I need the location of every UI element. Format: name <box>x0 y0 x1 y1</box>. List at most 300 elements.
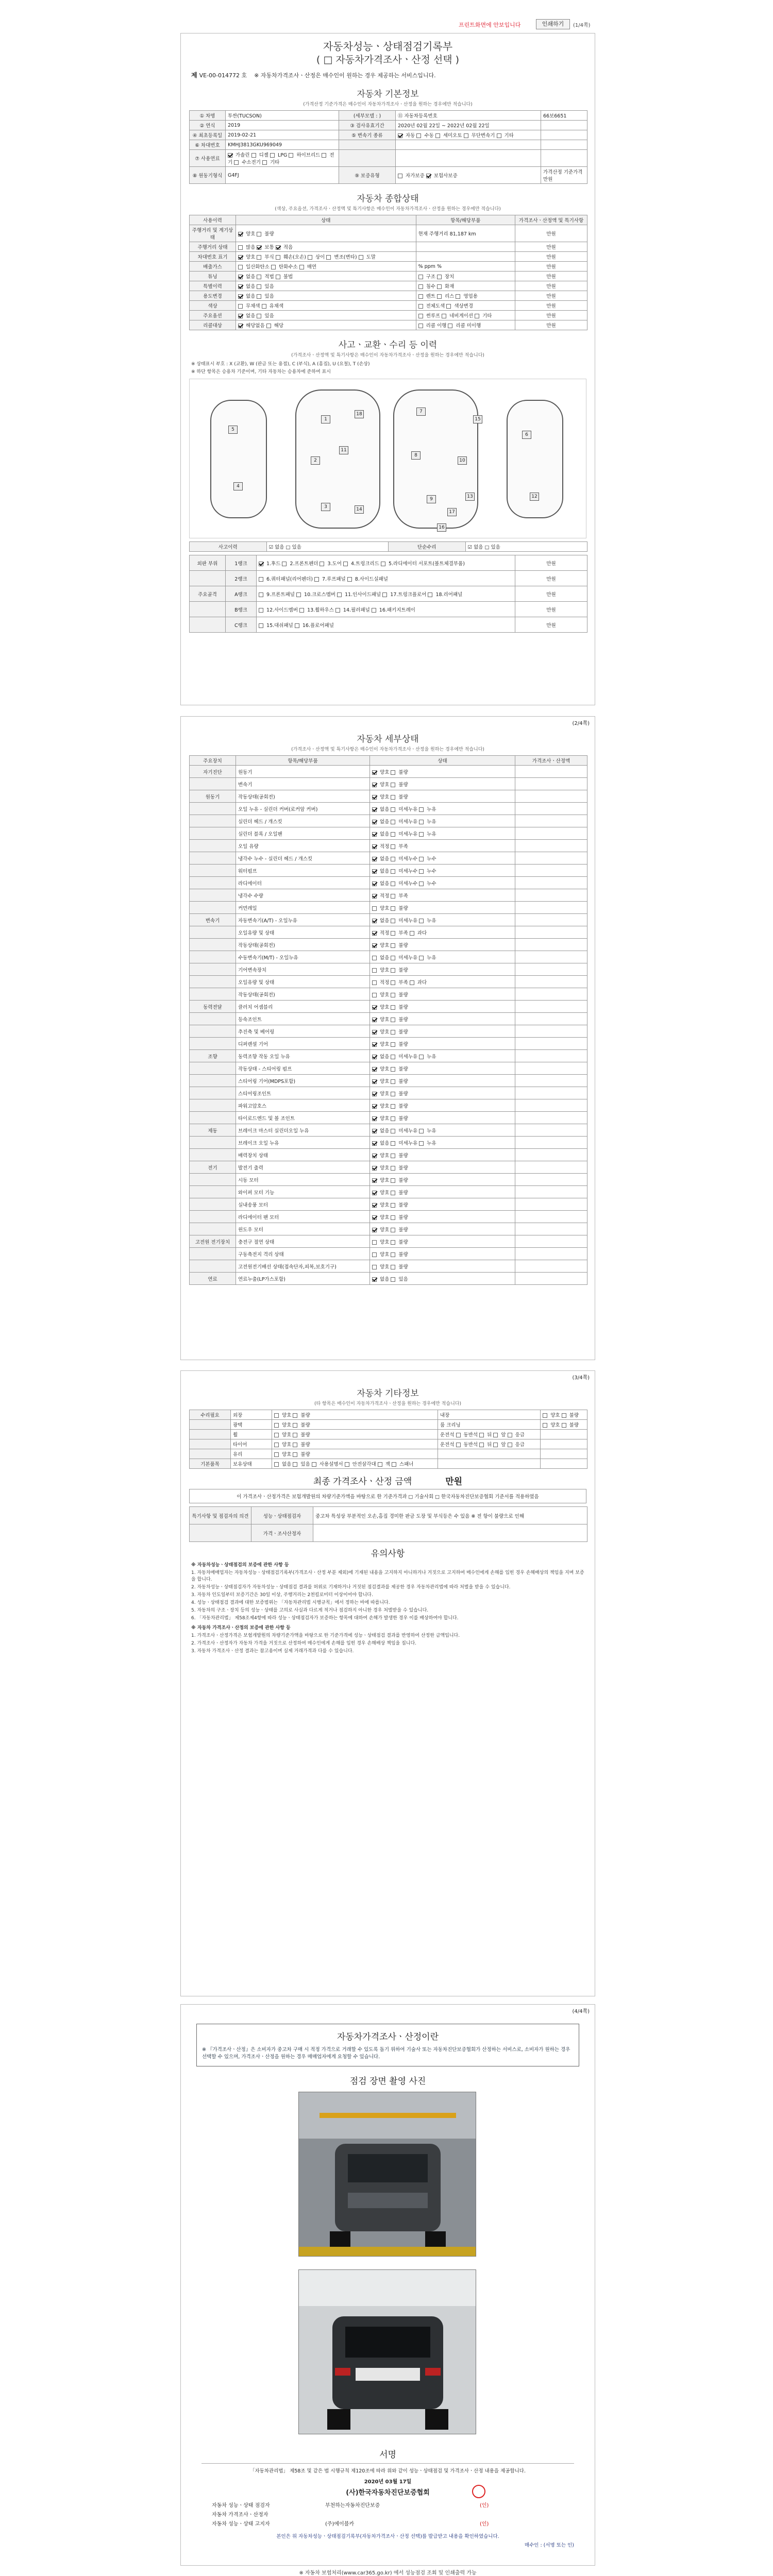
checked-box <box>372 1116 377 1121</box>
checked-box <box>238 314 243 318</box>
table-cell: 양호 불량 <box>370 1235 515 1248</box>
checkbox <box>410 980 414 985</box>
table-cell <box>190 951 236 963</box>
checkbox <box>442 314 446 318</box>
final-price-title: 최종 가격조사ㆍ산정 금액 만원 <box>313 1477 463 1487</box>
table-cell: 클러치 어셈블리 <box>236 1001 370 1013</box>
table-cell <box>190 803 236 815</box>
table-cell: 가격산정 기준가격 만원 <box>541 167 587 184</box>
table-cell <box>190 1439 231 1449</box>
checkbox <box>543 1413 547 1418</box>
table-cell: 연료 <box>190 1273 236 1285</box>
checkbox <box>293 1413 297 1418</box>
print-button[interactable]: 인쇄하기 <box>536 19 570 29</box>
table-cell: 양호 불량 <box>272 1410 438 1420</box>
sign-statement: 「자동차관리법」 제58조 및 같은 법 시행규칙 제120조에 따라 위와 같이 성능ㆍ상태점검 및 가격조사ㆍ산정 내용을 제공합니다. <box>201 2463 574 2474</box>
checked-box <box>372 882 377 886</box>
checkbox <box>391 1092 395 1096</box>
table-row <box>190 1050 587 1062</box>
checkbox <box>262 304 266 309</box>
table-cell: 만원 <box>515 571 587 586</box>
checked-box <box>372 1215 377 1220</box>
checked-box <box>372 1191 377 1195</box>
table-cell <box>515 1025 587 1038</box>
table-cell: 실내송풍 모터 <box>236 1198 370 1211</box>
checked-box <box>372 1079 377 1084</box>
checkbox <box>259 623 263 628</box>
checkbox <box>326 255 331 260</box>
table-cell: 사용이력 <box>190 215 236 225</box>
photo-area <box>181 2087 595 2447</box>
table-cell: 해당없음 해당 <box>236 320 416 330</box>
car-panel-label: 9 <box>427 495 436 503</box>
table-cell: G4FJ <box>226 167 339 184</box>
table-cell: 가격조사ㆍ산정액 및 특기사항 <box>515 215 587 225</box>
checkbox <box>418 284 423 289</box>
table-row <box>190 555 587 571</box>
checkbox <box>391 770 395 775</box>
accident-summary: 사고이력 ☑ 없음 □ 있음 단순수리 ☑ 없음 □ 있음 <box>189 541 587 552</box>
table-cell <box>313 1524 587 1542</box>
checked-box <box>372 820 377 824</box>
table-cell: 만원 <box>515 281 587 291</box>
checkbox <box>493 1433 498 1437</box>
table-row <box>190 301 587 311</box>
basic-info-title: 자동차 기본정보 <box>357 89 419 99</box>
accident-history-note: (가격조사ㆍ산정액 및 특기사항은 매수인이 자동차가격조사ㆍ산정을 원하는 경우에만 적습니다) <box>291 353 484 358</box>
table-row <box>190 889 587 902</box>
table-cell: 렌트 리스 영업용 <box>416 291 515 301</box>
table-cell <box>190 976 236 988</box>
table-cell: C랭크 <box>226 617 257 633</box>
checkbox <box>543 1423 547 1428</box>
checkbox <box>276 255 280 260</box>
car-diagram <box>189 379 586 538</box>
checked-box <box>372 1092 377 1096</box>
checkbox <box>257 255 261 260</box>
checked-box <box>372 844 377 849</box>
checkbox <box>391 1154 395 1158</box>
notice-item: 2. 자동차성능ㆍ상태점검자가 자동차성능ㆍ상태점검 결과를 허위로 기재하거나 거짓된 점검결과를 제공한 경우 자동차관리법에 따라 처벌을 받을 수 있습니다. <box>191 1585 511 1590</box>
table-cell: 양호 불량 <box>370 1174 515 1186</box>
table-cell: 수동변속기(M/T) - 오일누유 <box>236 951 370 963</box>
checkbox <box>391 1042 395 1047</box>
car-panel-label: 15 <box>473 415 482 423</box>
table-cell: 고전원전기배선 상태(접속단자,피복,보호기구) <box>236 1260 370 1273</box>
checkbox <box>293 1433 297 1437</box>
table-cell <box>190 1087 236 1099</box>
table-cell: 양호 불량 <box>370 1062 515 1075</box>
table-cell: 투싼(TUCSON) <box>226 111 339 121</box>
table-cell <box>515 1038 587 1050</box>
checkbox <box>299 608 304 613</box>
table-row <box>190 602 587 617</box>
table-row <box>190 1260 587 1273</box>
table-cell: 항목/해당부품 <box>416 215 515 225</box>
checkbox <box>320 562 324 566</box>
table-row <box>190 262 587 272</box>
table-cell <box>515 1062 587 1075</box>
table-row <box>190 1137 587 1149</box>
table-cell: 양호 불량 <box>370 1099 515 1112</box>
checkbox <box>391 1203 395 1208</box>
table-row <box>190 111 587 121</box>
table-row <box>190 130 587 140</box>
table-cell: 내장 <box>438 1410 540 1420</box>
table-cell: 라디에이터 팬 모터 <box>236 1211 370 1223</box>
table-cell: 상태 <box>370 756 515 766</box>
table-cell <box>438 1449 540 1459</box>
checkbox <box>378 1462 382 1467</box>
table-cell: 가격조사ㆍ산정액 <box>515 756 587 766</box>
checkbox <box>274 1462 279 1467</box>
table-cell <box>190 1186 236 1198</box>
table-cell <box>515 877 587 889</box>
table-cell: 없음 미세누유 누유 <box>370 815 515 827</box>
table-cell: 작동상태(공회전) <box>236 988 370 1001</box>
checkbox <box>391 857 395 861</box>
checked-box <box>228 153 232 158</box>
overall-status-title: 자동차 종합상태 <box>357 194 419 204</box>
table-cell: 없음 미세누수 누수 <box>370 865 515 877</box>
table-row <box>190 1223 587 1235</box>
accident-legend: ※ 상태표시 부호 : X (교환), W (판금 또는 용접), C (부식), A (흠집), U (요철), T (손상) ※ 하단 항목은 승용차 기준이며, 기타 자동차는 승용차에 준하여 표시 <box>191 362 370 375</box>
signer-row: 자동차 성능ㆍ상태 점검자 부천하는자동차진단보증 (인) <box>212 2503 489 2509</box>
remarks-table <box>189 1506 587 1542</box>
table-cell: 냉각수 수량 <box>236 889 370 902</box>
table-cell <box>541 1430 587 1439</box>
table-cell: 15.대쉬패널 16.플로어패널 <box>257 617 515 633</box>
table-cell <box>515 963 587 976</box>
checked-box <box>372 1055 377 1059</box>
table-cell <box>541 121 587 130</box>
photo-section-title: 점검 장면 촬영 사진 <box>349 2076 426 2087</box>
table-row <box>190 963 587 976</box>
table-row <box>190 976 587 988</box>
table-cell: 만원 <box>515 225 587 242</box>
table-row <box>190 1198 587 1211</box>
table-cell: ⑨ 보증유형 <box>339 167 396 184</box>
table-cell: 와이퍼 모터 기능 <box>236 1186 370 1198</box>
table-cell <box>515 815 587 827</box>
checkbox <box>419 882 424 886</box>
page-number-4: (4/4쪽) <box>572 2009 590 2014</box>
checkbox <box>271 265 276 269</box>
car-panel-label: 6 <box>522 431 531 439</box>
notice-item: 6. 「자동차관리법」 제58조제4항에 따라 성능ㆍ상태점검자가 보증하는 항목에 대하여 손해가 발생한 경우 이를 배상하여야 합니다. <box>191 1616 459 1621</box>
table-cell: ⑥ 차대번호 <box>190 140 226 150</box>
table-row <box>190 150 587 167</box>
checkbox <box>289 153 293 158</box>
table-cell: 양호 불량 <box>370 988 515 1001</box>
table-cell: 색상 <box>190 301 236 311</box>
checkbox <box>391 832 395 837</box>
checkbox <box>398 174 402 178</box>
checkbox <box>508 1433 512 1437</box>
checkbox <box>293 1462 297 1467</box>
checked-box <box>426 174 431 178</box>
table-cell: 운전석 동반석 뒤 앞 응급 <box>438 1439 540 1449</box>
table-cell <box>515 1137 587 1149</box>
table-cell: 가솔린 디젤 LPG 하이브리드 전기 수소전기 기타 <box>226 150 339 167</box>
overall-status-note: (색상, 주요옵션, 가격조사ㆍ산정액 및 특기사항은 매수인이 자동차가격조사ㆍ산정을 원하는 경우에만 적습니다) <box>275 207 501 212</box>
car-panel-label: 5 <box>228 426 238 434</box>
table-cell: 양호 불량 <box>370 1223 515 1235</box>
table-row <box>190 827 587 840</box>
table-cell <box>190 617 226 633</box>
table-cell: 양호 불량 <box>370 1112 515 1124</box>
car-panel-label: 14 <box>355 505 364 514</box>
table-cell <box>515 790 587 803</box>
table-cell: 고전원 전기장치 <box>190 1235 236 1248</box>
price-explain-box <box>196 2024 579 2066</box>
checked-box <box>238 284 243 289</box>
basic-info-table <box>189 110 587 184</box>
sign-org: (사)한국자동차진단보증협회 <box>181 2487 595 2497</box>
table-row <box>190 914 587 926</box>
table-row <box>190 1062 587 1075</box>
checkbox <box>391 1067 395 1072</box>
table-cell <box>190 963 236 976</box>
checkbox <box>446 304 451 309</box>
table-cell: B랭크 <box>226 602 257 617</box>
checkbox <box>266 324 271 328</box>
checkbox <box>391 894 395 899</box>
checked-box <box>372 807 377 812</box>
table-cell: 없음 적법 불법 <box>236 272 416 281</box>
table-cell: 2019-02-21 <box>226 130 339 140</box>
checkbox <box>391 943 395 948</box>
table-row <box>190 1038 587 1050</box>
table-cell: 차대번호 표기 <box>190 252 236 262</box>
checkbox <box>456 294 460 299</box>
table-cell: 원동기 <box>190 790 236 803</box>
checkbox <box>299 265 304 269</box>
bottom-note: ※ 자동차 보험처리(www.car365.go.kr) 에서 성능점검 조회 및 인쇄출력 가능 <box>299 2570 477 2576</box>
checked-box <box>372 1141 377 1146</box>
checkbox <box>391 1252 395 1257</box>
checkbox <box>257 294 261 299</box>
checked-box <box>372 795 377 800</box>
table-cell <box>190 778 236 790</box>
table-cell: 양호 불량 <box>370 1038 515 1050</box>
page-number-3: (3/4쪽) <box>572 1375 590 1381</box>
table-cell: 외장 <box>231 1410 272 1420</box>
table-row <box>190 1235 587 1248</box>
checkbox <box>392 1462 396 1467</box>
table-cell: 없음 있음 <box>236 291 416 301</box>
table-row <box>190 926 587 939</box>
table-cell <box>515 1248 587 1260</box>
table-cell: ② 연식 <box>190 121 226 130</box>
checkbox <box>391 807 395 812</box>
table-cell: 9.프론트패널 10.크로스멤버 11.인사이드패널 17.트렁크플로어 18.리어패널 <box>257 586 515 602</box>
checkbox <box>479 1443 484 1447</box>
table-cell <box>515 1161 587 1174</box>
table-cell: 침수 화재 <box>416 281 515 291</box>
checkbox <box>276 275 280 279</box>
print-note: 프린트화면에 안보입니다 <box>459 22 521 28</box>
table-cell <box>515 1186 587 1198</box>
table-row <box>190 1075 587 1087</box>
table-row <box>190 272 587 281</box>
table-row <box>190 865 587 877</box>
table-cell: 윈도우 모터 <box>236 1223 370 1235</box>
table-cell: 주요옵션 <box>190 311 236 320</box>
checkbox <box>391 783 395 787</box>
table-row <box>190 902 587 914</box>
checkbox <box>418 304 423 309</box>
table-cell <box>515 778 587 790</box>
table-cell: 양호 불량 <box>370 790 515 803</box>
checked-box <box>398 133 402 138</box>
table-cell: ③ 검사유효기간 <box>339 121 396 130</box>
table-row <box>190 1524 587 1542</box>
table-cell: 룸 크리닝 <box>438 1420 540 1430</box>
table-cell: 연료누출(LP가스포함) <box>236 1273 370 1285</box>
checkbox <box>456 1433 461 1437</box>
table-cell: 없음 미세누유 누유 <box>370 1050 515 1062</box>
checkbox <box>262 160 267 165</box>
document-subtitle: ( □ 자동차가격조사ㆍ산정 선택 ) <box>316 54 460 65</box>
table-cell <box>190 1430 231 1439</box>
checked-box <box>372 1178 377 1183</box>
table-cell: 주요골격 <box>190 586 226 602</box>
table-cell <box>541 150 587 167</box>
checkbox <box>391 1055 395 1059</box>
table-cell: 실린더 헤드 / 개스킷 <box>236 815 370 827</box>
table-row <box>190 320 587 330</box>
detail-note: (가격조사ㆍ산정액 및 특기사항은 매수인이 자동차가격조사ㆍ산정을 원하는 경우에만 적습니다) <box>291 747 484 752</box>
table-cell <box>190 1174 236 1186</box>
table-cell: 운전석 동반석 뒤 앞 응급 <box>438 1430 540 1439</box>
table-cell: 양호 불량 <box>370 778 515 790</box>
checkbox <box>391 844 395 849</box>
notice-section-2: ※ 자동차 가격조사ㆍ산정의 보증에 관한 사항 등 1. 가격조사ㆍ산정가격은 보험개발원의 차량기준가액을 바탕으로 한 기준가격에 성능ㆍ상태점검 결과를 반영하여 산정한 금액입니다. 2. 가격조사ㆍ산정자가 자동차 가격을 거짓으로 산정하여 매수인에게 손해를 입힌 경우 손해배상 책임을 집니다. 3. 자동차 가격조사ㆍ산정 결과는 참고용이며 실제 거래가격과 다를 수 있습니다. <box>191 1625 584 1655</box>
table-cell: 특별이력 <box>190 281 236 291</box>
checkbox <box>391 1141 395 1146</box>
checkbox <box>335 608 340 613</box>
checkbox <box>391 869 395 874</box>
document-title: 자동차성능ㆍ상태점검기록부 <box>323 40 453 53</box>
page-number: (1/4쪽) <box>573 23 591 28</box>
car-panel-label: 12 <box>530 493 539 501</box>
basic-info-note: (가격산정 기준가격은 매수인이 자동차가격조사ㆍ산정을 원하는 경우에만 적습니다) <box>303 102 473 107</box>
buyer-confirmation: 본인은 위 자동차성능ㆍ상태점검기록부(자동차가격조사ㆍ산정 선택)를 발급받고 내용을 확인하였습니다. 매수인 : (서명 또는 인) <box>276 2534 574 2548</box>
table-cell <box>515 1087 587 1099</box>
table-cell <box>515 1198 587 1211</box>
table-cell <box>190 815 236 827</box>
table-row <box>190 1273 587 1285</box>
table-cell: 원동기 <box>236 766 370 778</box>
checkbox <box>234 160 239 165</box>
notice-item: 3. 자동차 인도일부터 보증기간은 30일 이상, 주행거리는 2천킬로미터 이상이어야 합니다. <box>191 1592 373 1598</box>
checkbox <box>562 1413 566 1418</box>
notice-item: 2. 가격조사ㆍ산정자가 자동차 가격을 거짓으로 산정하여 매수인에게 손해를 입힌 경우 손해배상 책임을 집니다. <box>191 1641 417 1646</box>
table-cell <box>515 1099 587 1112</box>
table-cell: 변속기 <box>190 914 236 926</box>
table-cell: 오일유량 및 상태 <box>236 926 370 939</box>
table-cell: 없음 있음 <box>236 281 416 291</box>
table-cell <box>190 571 226 586</box>
checked-box <box>372 943 377 948</box>
table-row <box>190 1174 587 1186</box>
table-cell: 전기 <box>190 1161 236 1174</box>
checkbox <box>416 133 421 138</box>
car-panel-label: 13 <box>465 493 475 501</box>
table-cell: 양호 불량 <box>370 902 515 914</box>
checkbox <box>497 133 501 138</box>
table-cell <box>190 865 236 877</box>
table-cell <box>515 840 587 852</box>
table-cell: 양호 불량 <box>272 1430 438 1439</box>
checkbox <box>347 577 352 582</box>
checkbox <box>391 1116 395 1121</box>
checkbox <box>259 592 263 597</box>
notice-item: 1. 자동차매매업자는 자동차성능ㆍ상태점검기록부(가격조사ㆍ산정 부분 제외)에 기재된 내용을 고지하지 아니하거나 거짓으로 고지하여 매수인에게 손해를 입힌 경우 손해배상의 책임을 지며 보증을 합니다. <box>191 1570 584 1582</box>
table-cell <box>541 130 587 140</box>
table-cell: 무채색 유채색 <box>236 301 416 311</box>
signer-list <box>212 2501 564 2527</box>
table-cell: 주행거리 및 계기상태 <box>190 225 236 242</box>
table-cell: 적정 부족 <box>370 889 515 902</box>
top-toolbar <box>180 18 595 33</box>
table-cell: 중고차 특성상 부분적인 오손,흠집 경미한 판금 도장 및 부식등은 수 있음 ※ 전 항이 불량으로 인해 <box>313 1507 587 1524</box>
org-seal-stamp <box>472 2485 485 2498</box>
table-cell: 용도변경 <box>190 291 236 301</box>
table-cell: 양호 불량 <box>370 1149 515 1161</box>
price-description: 이 가격조사ㆍ산정가격은 보험개발원의 차량기준가액을 바탕으로 한 기준가격과 □ 기술사회 □ 한국자동차진단보증협회 기준서를 적용하였음 <box>189 1489 586 1503</box>
table-cell <box>190 840 236 852</box>
table-cell: 작동상태(공회전) <box>236 939 370 951</box>
table-cell: 2020년 02월 22일 ~ 2022년 02월 22일 <box>396 121 541 130</box>
table-cell: 작동상태 - 스티어링 펌프 <box>236 1062 370 1075</box>
checkbox <box>282 562 287 566</box>
table-cell <box>190 827 236 840</box>
checked-box <box>257 245 261 250</box>
table-cell <box>190 889 236 902</box>
table-row <box>190 790 587 803</box>
checkbox <box>456 1443 461 1447</box>
table-cell <box>190 1099 236 1112</box>
table-row <box>190 242 587 252</box>
table-cell: 양호 불량 <box>370 1001 515 1013</box>
table-cell: 스티어링조인트 <box>236 1087 370 1099</box>
table-row <box>190 1099 587 1112</box>
table-row <box>190 1186 587 1198</box>
other-info-title: 자동차 기타정보 <box>357 1388 419 1399</box>
table-cell <box>515 852 587 865</box>
checkbox <box>391 968 395 973</box>
checkbox <box>238 304 243 309</box>
checkbox <box>238 245 243 250</box>
table-cell: 디퍼렌셜 기어 <box>236 1038 370 1050</box>
table-cell: 양호 불량 <box>541 1420 587 1430</box>
table-row <box>190 281 587 291</box>
table-cell: 항목/해당부품 <box>236 756 370 766</box>
table-cell: 리콜 이행 리콜 미이행 <box>416 320 515 330</box>
checkbox <box>391 1129 395 1133</box>
checkbox <box>418 324 423 328</box>
table-cell: 1.후드 2.프론트펜더 3.도어 4.트렁크리드 5.라디에이터 서포트(볼트체결부품) <box>257 555 515 571</box>
table-row <box>190 586 587 602</box>
table-cell: 배력장치 상태 <box>236 1149 370 1161</box>
checkbox <box>419 807 424 812</box>
table-cell: 썬루프 네비게이션 기타 <box>416 311 515 320</box>
table-cell: 파워고압호스 <box>236 1099 370 1112</box>
page-3 <box>180 1370 595 1996</box>
checkbox <box>308 255 312 260</box>
